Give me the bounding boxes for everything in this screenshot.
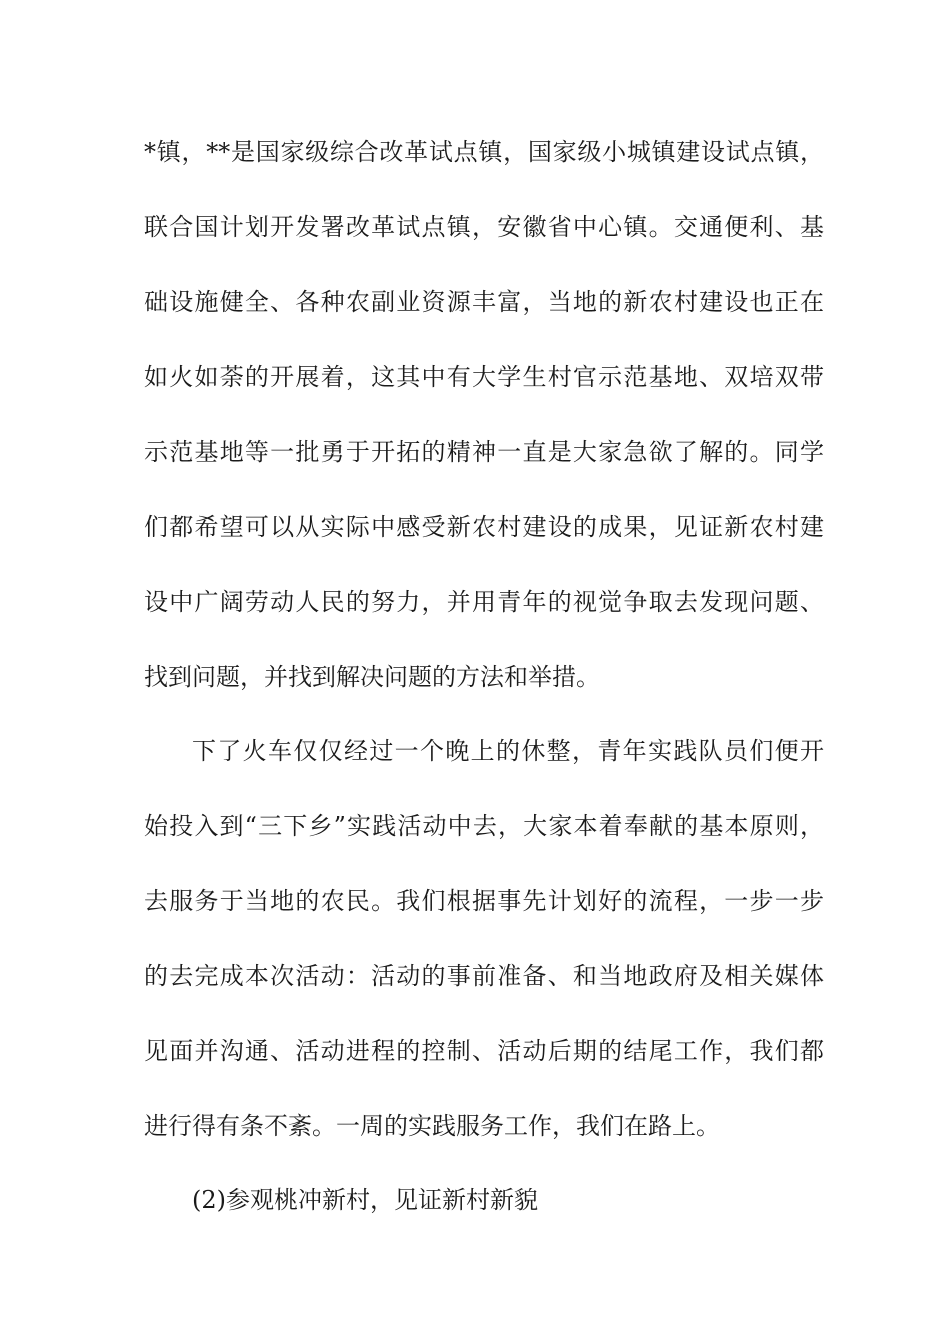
text-line: 的去完成本次活动：活动的事前准备、和当地政府及相关媒体 bbox=[144, 962, 824, 990]
text-line: *镇，**是国家级综合改革试点镇，国家级小城镇建设试点镇， bbox=[144, 138, 824, 166]
text-line: 联合国计划开发署改革试点镇，安徽省中心镇。交通便利、基 bbox=[144, 213, 824, 241]
text-line: 始投入到“三下乡”实践活动中去，大家本着奉献的基本原则， bbox=[144, 812, 824, 840]
text-line: 示范基地等一批勇于开拓的精神一直是大家急欲了解的。同学 bbox=[144, 438, 824, 466]
text-line: 如火如荼的开展着，这其中有大学生村官示范基地、双培双带 bbox=[144, 363, 824, 391]
text-line: 下了火车仅仅经过一个晚上的休整，青年实践队员们便开 bbox=[192, 737, 824, 765]
text-line: 础设施健全、各种农副业资源丰富，当地的新农村建设也正在 bbox=[144, 288, 824, 316]
text-line: 进行得有条不紊。一周的实践服务工作，我们在路上。 bbox=[144, 1112, 720, 1140]
text-line: 去服务于当地的农民。我们根据事先计划好的流程，一步一步 bbox=[144, 887, 824, 915]
text-line: 们都希望可以从实际中感受新农村建设的成果，见证新农村建 bbox=[144, 513, 824, 541]
section-heading: (2)参观桃冲新村，见证新村新貌 bbox=[192, 1186, 538, 1214]
text-line: 见面并沟通、活动进程的控制、活动后期的结尾工作，我们都 bbox=[144, 1037, 824, 1065]
text-line: 找到问题，并找到解决问题的方法和举措。 bbox=[144, 663, 600, 691]
text-line: 设中广阔劳动人民的努力，并用青年的视觉争取去发现问题、 bbox=[144, 588, 824, 616]
